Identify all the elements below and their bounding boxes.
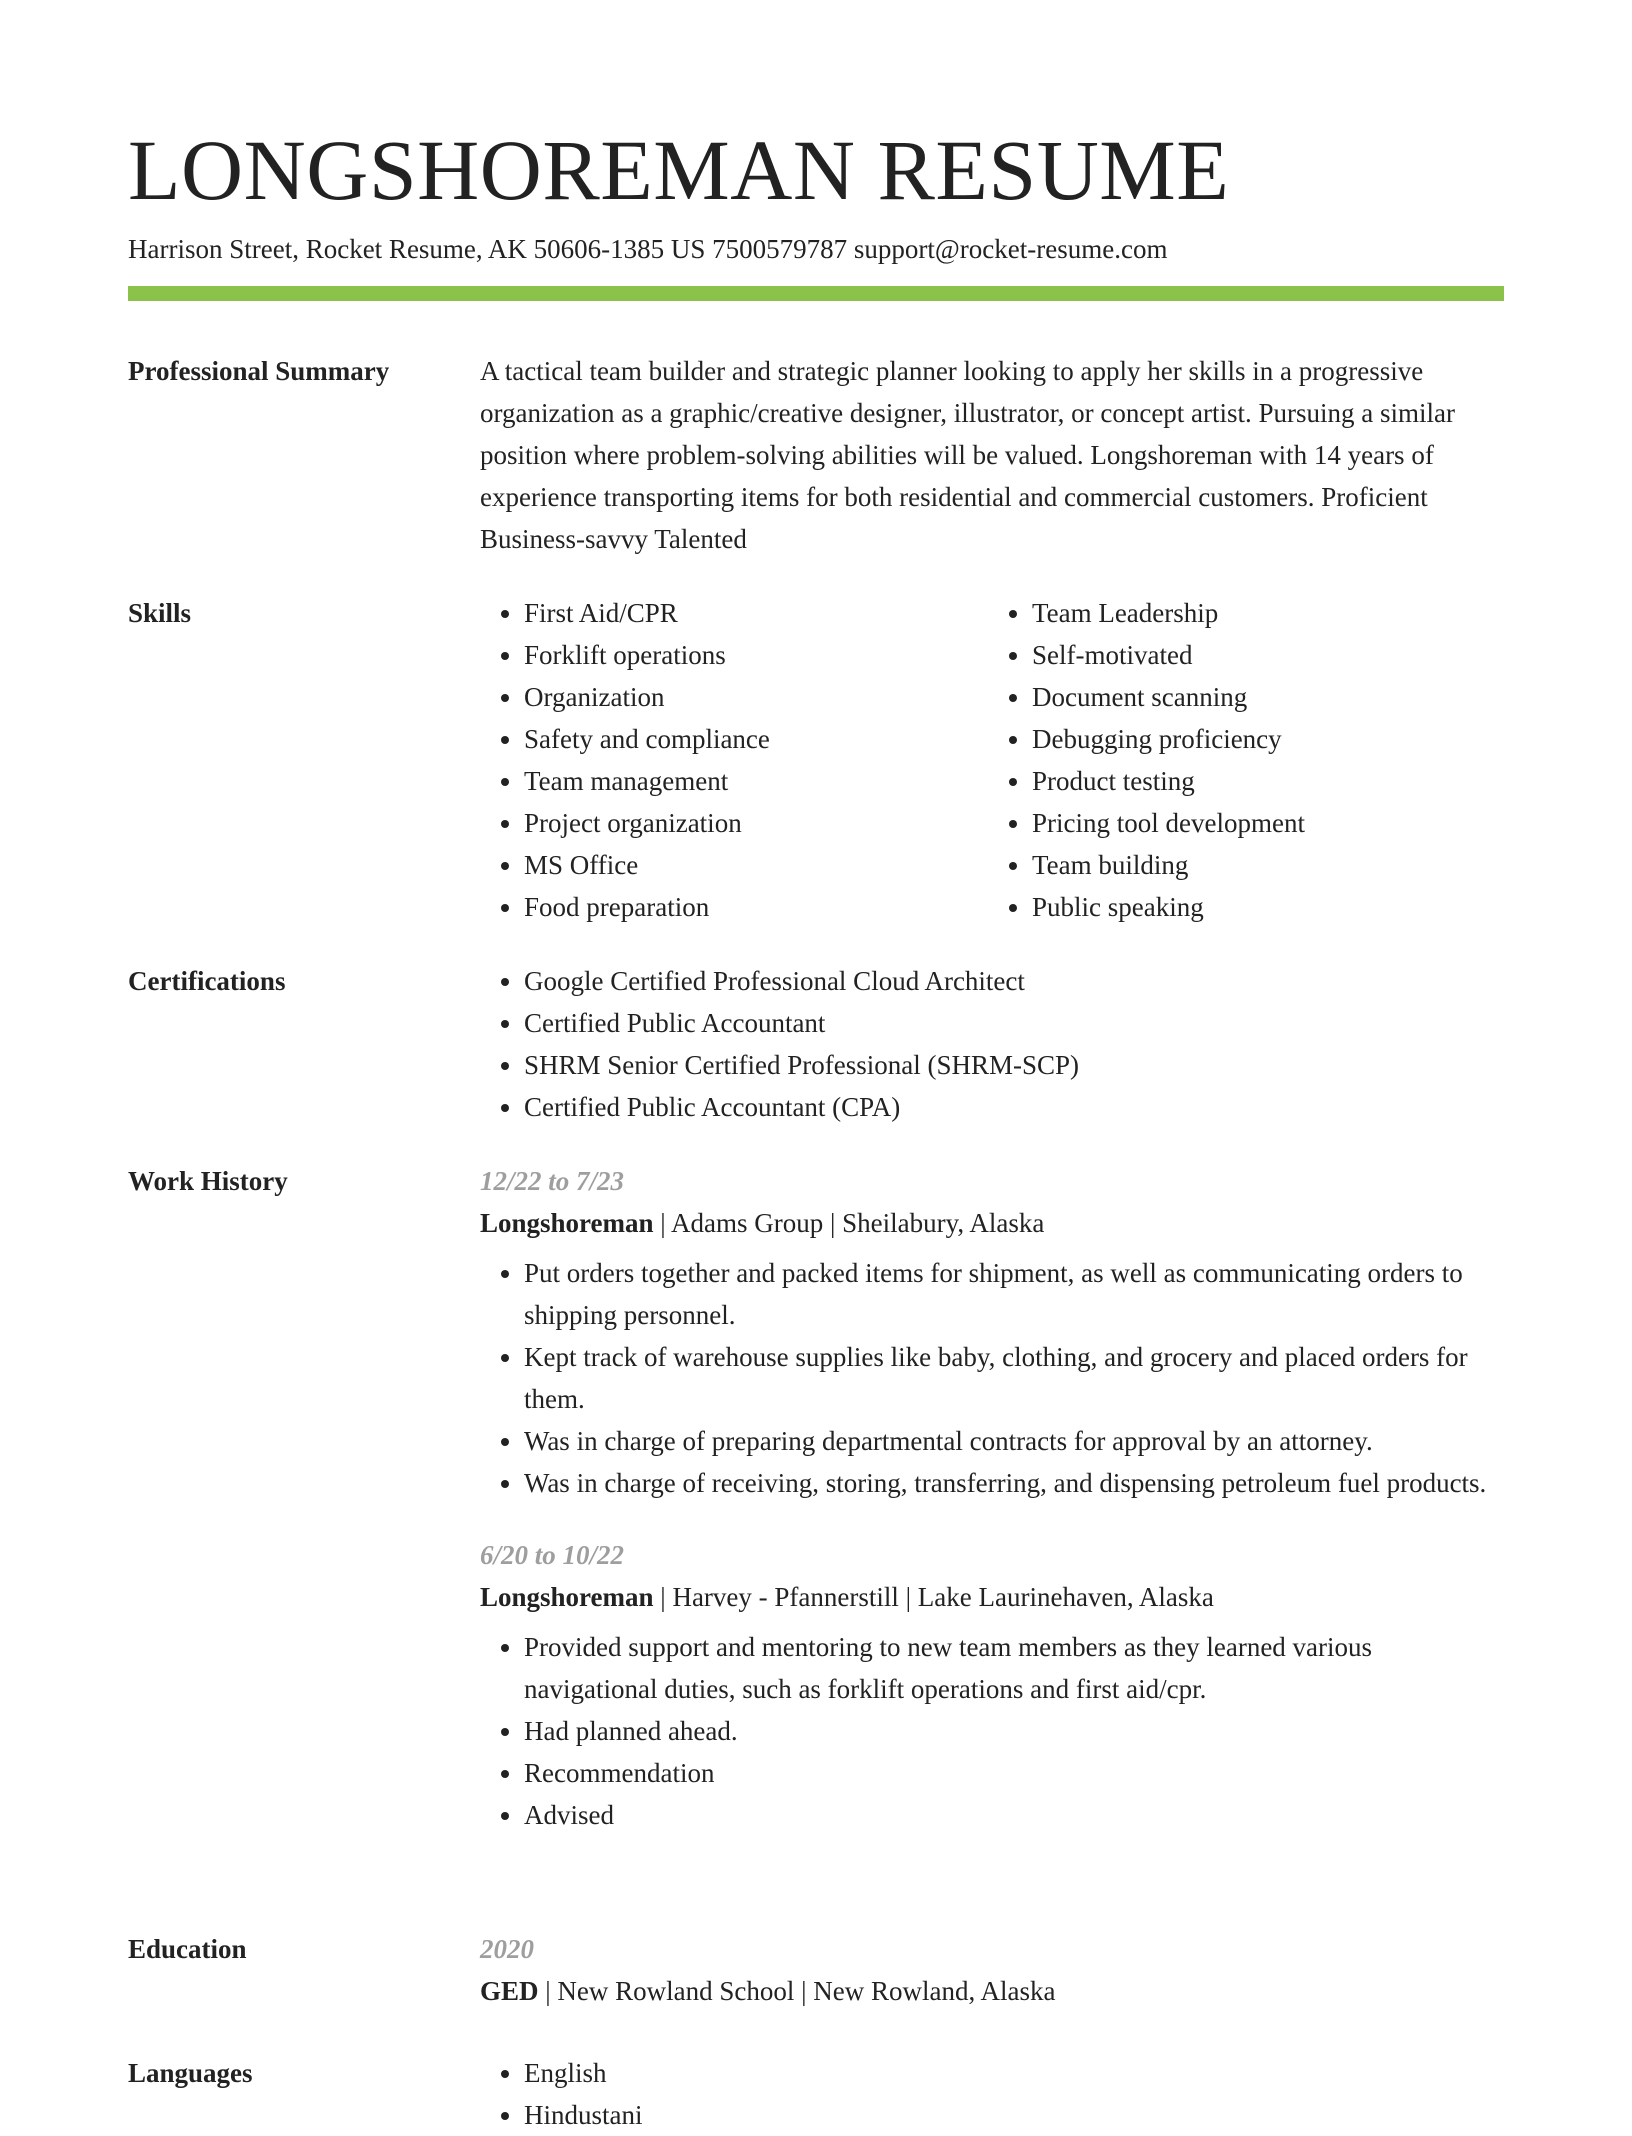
job-details: | Adams Group | Sheilabury, Alaska — [653, 1208, 1045, 1238]
job-entry — [480, 1160, 1504, 1504]
job-bullet: • Had planned ahead. — [524, 1710, 1504, 1752]
job-dates: 6/20 to 10/22 — [480, 1540, 625, 1570]
job-bullet: • Recommendation — [524, 1752, 1504, 1794]
work-history-heading: Work History — [128, 1166, 288, 1196]
job-title: Longshoreman — [480, 1208, 654, 1238]
job-dates: 12/22 to 7/23 — [480, 1166, 625, 1196]
certification-item: • SHRM Senior Certified Professional (SHRM-SCP) — [524, 1044, 1504, 1086]
certification-item: • Certified Public Accountant (CPA) — [524, 1086, 1504, 1128]
skill-item: • Food preparation — [524, 886, 984, 928]
resume-title: LONGSHOREMAN RESUME — [128, 122, 1230, 218]
certification-item: • Certified Public Accountant — [524, 1002, 1504, 1044]
education-body — [480, 1928, 1504, 2012]
summary-text: A tactical team builder and strategic planner looking to apply her skills in a progressive organization as a graphic/creative designer, illustrator, or concept artist. Pursuing a similar position where problem-solving abilities will be valued. Longshoreman with 14 years of experience transporting items for both residential and commercial customers. Proficient Business-savvy Talented — [480, 356, 1456, 554]
skill-item: • Self-motivated — [1032, 634, 1492, 676]
skills-list-left — [480, 592, 984, 928]
skill-item: • Document scanning — [1032, 676, 1492, 718]
education-heading: Education — [128, 1934, 247, 1964]
job-bullet: • Kept track of warehouse supplies like baby, clothing, and grocery and placed orders for them. — [524, 1336, 1504, 1420]
skill-item: • Public speaking — [1032, 886, 1492, 928]
job-bullets — [480, 1252, 1504, 1504]
skill-item: • Debugging proficiency — [1032, 718, 1492, 760]
job-title: Longshoreman — [480, 1582, 654, 1612]
certifications-heading: Certifications — [128, 966, 286, 996]
summary-body — [480, 350, 1504, 560]
job-bullet: • Was in charge of receiving, storing, transferring, and dispensing petroleum fuel products. — [524, 1462, 1504, 1504]
job-bullet: • Was in charge of preparing departmental contracts for approval by an attorney. — [524, 1420, 1504, 1462]
education-degree: GED — [480, 1976, 539, 2006]
skill-item: • Product testing — [1032, 760, 1492, 802]
job-bullet: • Advised — [524, 1794, 1504, 1836]
skill-item: • Team building — [1032, 844, 1492, 886]
contact-line: Harrison Street, Rocket Resume, AK 50606-1385 US 7500579787 support@rocket-resume.com — [128, 234, 1168, 264]
job-bullets — [480, 1626, 1504, 1836]
education-details: | New Rowland School | New Rowland, Alaska — [538, 1976, 1056, 2006]
work-history-body — [480, 1160, 1504, 1836]
job-heading — [480, 1202, 1504, 1244]
accent-divider — [128, 286, 1504, 301]
language-item: • Hindustani — [524, 2094, 1504, 2136]
skill-item: • Team Leadership — [1032, 592, 1492, 634]
skill-item: • MS Office — [524, 844, 984, 886]
skill-item: • First Aid/CPR — [524, 592, 984, 634]
job-bullet: • Provided support and mentoring to new team members as they learned various navigational duties, such as forklift operations and first aid/cpr. — [524, 1626, 1504, 1710]
certification-item: • Google Certified Professional Cloud Architect — [524, 960, 1504, 1002]
skill-item: • Organization — [524, 676, 984, 718]
skill-item: • Team management — [524, 760, 984, 802]
education-year: 2020 — [480, 1934, 534, 1964]
job-entry — [480, 1534, 1504, 1836]
skill-item: • Safety and compliance — [524, 718, 984, 760]
languages-heading: Languages — [128, 2058, 253, 2088]
job-bullet: • Put orders together and packed items for shipment, as well as communicating orders to shipping personnel. — [524, 1252, 1504, 1336]
skill-item: • Pricing tool development — [1032, 802, 1492, 844]
skills-heading: Skills — [128, 598, 192, 628]
certifications-body — [480, 960, 1504, 1128]
languages-list — [480, 2052, 1504, 2136]
job-details: | Harvey - Pfannerstill | Lake Laurinehaven, Alaska — [653, 1582, 1214, 1612]
certifications-list — [480, 960, 1504, 1128]
language-item: • English — [524, 2052, 1504, 2094]
summary-heading: Professional Summary — [128, 356, 390, 386]
education-entry — [480, 1970, 1504, 2012]
languages-body — [480, 2052, 1504, 2136]
skills-columns — [480, 592, 1504, 928]
skill-item: • Forklift operations — [524, 634, 984, 676]
skill-item: • Project organization — [524, 802, 984, 844]
job-heading — [480, 1576, 1504, 1618]
skills-list-right — [984, 592, 1492, 928]
